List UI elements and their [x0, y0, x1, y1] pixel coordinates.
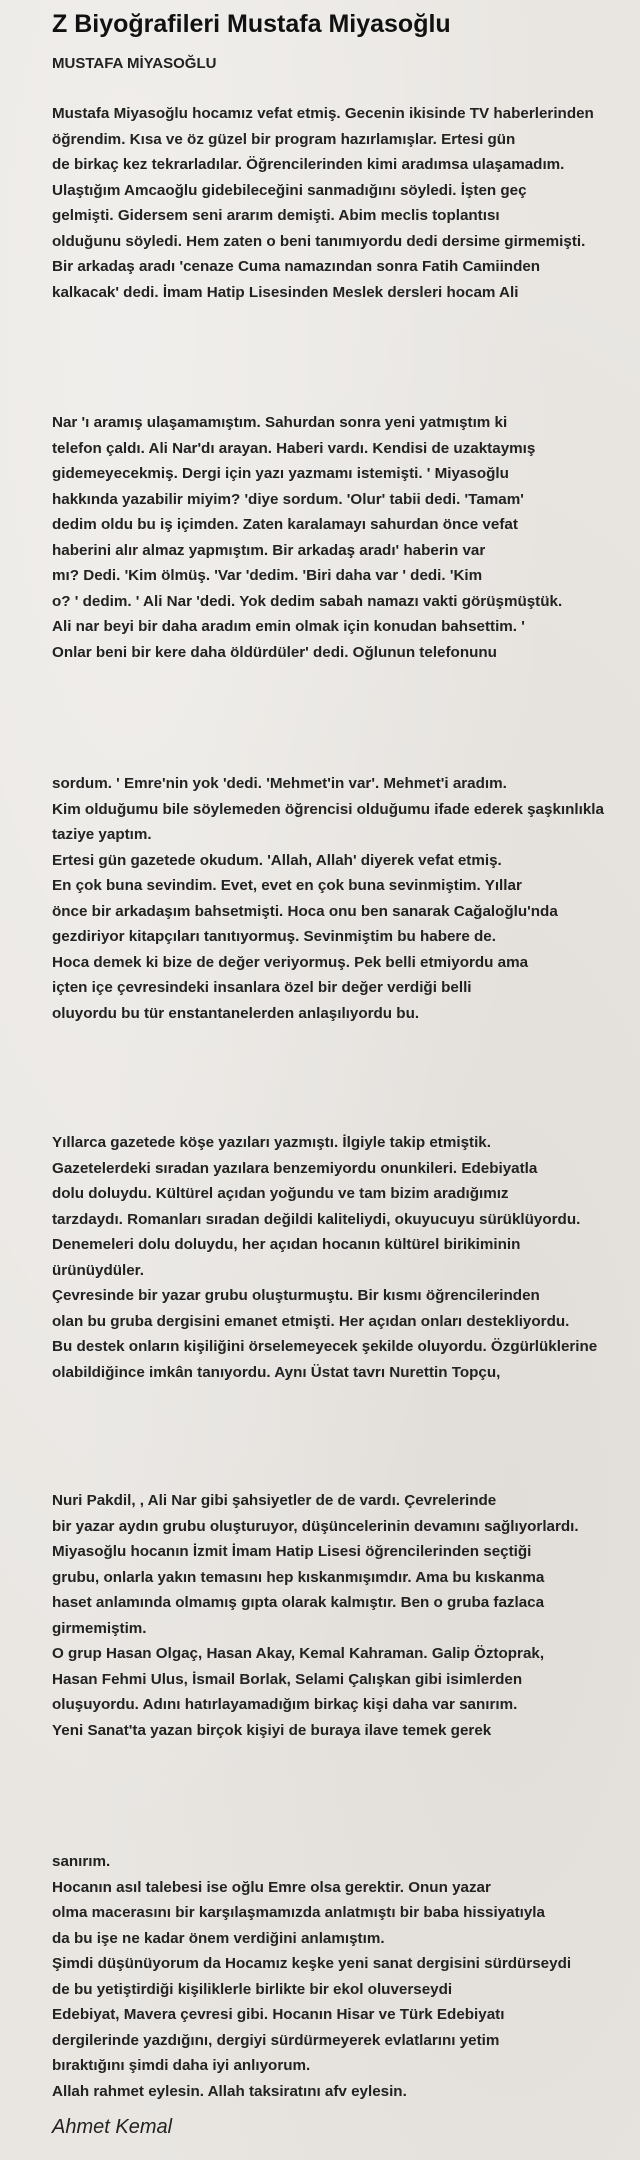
author-heading: MUSTAFA MİYASOĞLU [52, 55, 217, 72]
text-line: olma macerasını bir karşılaşmamızda anlatmıştı bir baba hissiyatıyla [52, 1904, 545, 1921]
text-line: tarzdaydı. Romanları sıradan değildi kaliteliydi, okuyucuyu sürüklüyordu. [52, 1210, 581, 1228]
text-line: oluyordu bu tür enstantanelerden anlaşılıyordu bu. [52, 1004, 420, 1022]
text-line: Bir arkadaş aradı 'cenaze Cuma namazından sonra Fatih Camiinden [52, 258, 541, 275]
text-line: olan bu gruba dergisini emanet etmişti. Her açıdan onları destekliyordu. [52, 1312, 570, 1330]
text-line: Ali nar beyi bir daha aradım emin olmak için konudan bahsettim. ' [52, 618, 525, 635]
text-line: kalkacak' dedi. İmam Hatip Lisesinden Meslek dersleri hocam Ali [52, 283, 519, 301]
text-line: Yıllarca gazetede köşe yazıları yazmıştı. İlgiyle takip etmiştik. [52, 1134, 491, 1151]
text-line: girmemiştim. [52, 1619, 147, 1637]
text-line: Hoca demek ki bize de değer veriyormuş. Pek belli etmiyordu ama [52, 953, 529, 971]
text-line: gezdiriyor kitapçıları tanıtıyormuş. Sevinmiştim bu habere de. [52, 928, 496, 945]
text-line: Mustafa Miyasoğlu hocamız vefat etmiş. Gecenin ikisinde TV haberlerinden [52, 105, 594, 122]
text-line: sordum. ' Emre'nin yok 'dedi. 'Mehmet'in var'. Mehmet'i aradım. [52, 775, 507, 792]
text-line: grubu, onlarla yakın temasını hep kıskanmışımdır. Ama bu kıskanma [52, 1568, 545, 1586]
text-line: dedim oldu bu iş içimden. Zaten karalamayı sahurdan önce vefat [52, 516, 518, 533]
text-line: olduğunu söyledi. Hem zaten o beni tanımıyordu dedi dersime girmemişti. [52, 232, 586, 250]
text-line: olabildiğince imkân tanıyordu. Aynı Üstat tavrı Nurettin Topçu, [52, 1363, 501, 1381]
text-line: Kim olduğumu bile söylemeden öğrencisi olduğumu ifade ederek şaşkınlıkla [52, 800, 604, 818]
text-line: bıraktığını şimdi daha iyi anlıyorum. [52, 2057, 311, 2074]
text-line: Edebiyat, Mavera çevresi gibi. Hocanın Hisar ve Türk Edebiyatı [52, 2006, 505, 2023]
paragraph-2 [52, 410, 637, 665]
paragraph-5 [52, 1488, 637, 1743]
text-line: gelmişti. Gidersem seni ararım demişti. Abim meclis toplantısı [52, 207, 500, 224]
text-line: Çevresinde bir yazar grubu oluşturmuştu. Bir kısmı öğrencilerinden [52, 1287, 540, 1304]
text-line: de birkaç kez tekrarladılar. Öğrencilerinden kimi aradımsa ulaşamadım. [52, 156, 565, 173]
text-line: Allah rahmet eylesin. Allah taksiratını afv eylesin. [52, 2082, 407, 2100]
text-line: da bu işe ne kadar önem verdiğini anlamıştım. [52, 1929, 385, 1947]
text-line: sanırım. [52, 1853, 111, 1870]
author-signature: Ahmet Kemal [52, 2116, 173, 2138]
text-line: Ertesi gün gazetede okudum. 'Allah, Allah' diyerek vefat etmiş. [52, 851, 502, 869]
paragraph-3 [52, 771, 637, 1026]
text-line: Nuri Pakdil, , Ali Nar gibi şahsiyetler de de vardı. Çevrelerinde [52, 1492, 497, 1509]
text-line: mı? Dedi. 'Kim ölmüş. 'Var 'dedim. 'Biri daha var ' dedi. 'Kim [52, 567, 483, 584]
paragraph-4 [52, 1130, 637, 1385]
text-line: O grup Hasan Olgaç, Hasan Akay, Kemal Kahraman. Galip Öztoprak, [52, 1645, 545, 1662]
text-line: telefon çaldı. Ali Nar'dı arayan. Haberi vardı. Kendisi de uzaktaymış [52, 439, 536, 457]
text-line: Nar 'ı aramış ulaşamamıştım. Sahurdan sonra yeni yatmıştım ki [52, 414, 508, 431]
text-line: o? ' dedim. ' Ali Nar 'dedi. Yok dedim sabah namazı vakti görüşmüştük. [52, 592, 563, 610]
text-line: önce bir arkadaşım bahsetmişti. Hoca onu ben sanarak Cağaloğlu'nda [52, 902, 558, 920]
text-line: oluşuyordu. Adını hatırlayamadığım birkaç kişi daha var sanırım. [52, 1696, 518, 1713]
text-line: Yeni Sanat'ta yazan birçok kişiyi de buraya ilave temek gerek [52, 1721, 492, 1739]
text-line: de bu yetiştirdiği kişiliklerle birlikte bir ekol oluverseydi [52, 1980, 453, 1998]
text-line: Hasan Fehmi Ulus, İsmail Borlak, Selami Çalışkan gibi isimlerden [52, 1670, 523, 1688]
text-line: bir yazar aydın grubu oluşturuyor, düşüncelerinin devamını sağlıyorlardı. [52, 1517, 579, 1535]
text-line: Bu destek onların kişiliğini örselemeyecek şekilde oluyordu. Özgürlüklerine [52, 1338, 598, 1355]
text-line: dolu doluydu. Kültürel açıdan yoğundu ve tam bizim aradığımız [52, 1185, 509, 1202]
text-line: gidemeyecekmiş. Dergi için yazı yazmamı istemişti. ' Miyasoğlu [52, 465, 509, 482]
text-line: En çok buna sevindim. Evet, evet en çok buna sevinmiştim. Yıllar [52, 877, 522, 894]
text-line: Denemeleri dolu doluydu, her açıdan hocanın kültürel birikiminin [52, 1236, 521, 1253]
text-line: Onlar beni bir kere daha öldürdüler' dedi. Oğlunun telefonunu [52, 643, 497, 661]
text-line: ürünüydüler. [52, 1261, 144, 1279]
text-line: haset anlamında olmamış gıpta olarak kalmıştır. Ben o gruba fazlaca [52, 1594, 545, 1611]
text-line: Miyasoğlu hocanın İzmit İmam Hatip Lisesi öğrencilerinden seçtiği [52, 1543, 532, 1560]
text-line: hakkında yazabilir miyim? 'diye sordum. 'Olur' tabii dedi. 'Tamam' [52, 490, 524, 508]
page-title: Z Biyoğrafileri Mustafa Miyasoğlu [52, 10, 451, 38]
text-line: taziye yaptım. [52, 826, 152, 843]
text-line: haberini alır almaz yapmıştım. Bir arkadaş aradı' haberin var [52, 541, 486, 559]
paragraph-1 [52, 101, 637, 305]
text-line: Hocanın asıl talebesi ise oğlu Emre olsa gerektir. Onun yazar [52, 1878, 491, 1896]
text-line: dergilerinde yazdığını, dergiyi sürdürmeyerek evlatlarını yetim [52, 2031, 500, 2049]
text-line: Ulaştığım Amcaoğlu gidebileceğini sanmadığını söyledi. İşten geç [52, 181, 527, 199]
paragraph-6 [52, 1849, 637, 2104]
text-line: öğrendim. Kısa ve öz güzel bir program hazırlamışlar. Ertesi gün [52, 130, 516, 148]
text-line: Şimdi düşünüyorum da Hocamız keşke yeni sanat dergisini sürdürseydi [52, 1955, 572, 1972]
text-line: içten içe çevresindeki insanlara özel bir değer verdiği belli [52, 979, 472, 996]
text-line: Gazetelerdeki sıradan yazılara benzemiyordu onunkileri. Edebiyatla [52, 1159, 538, 1177]
